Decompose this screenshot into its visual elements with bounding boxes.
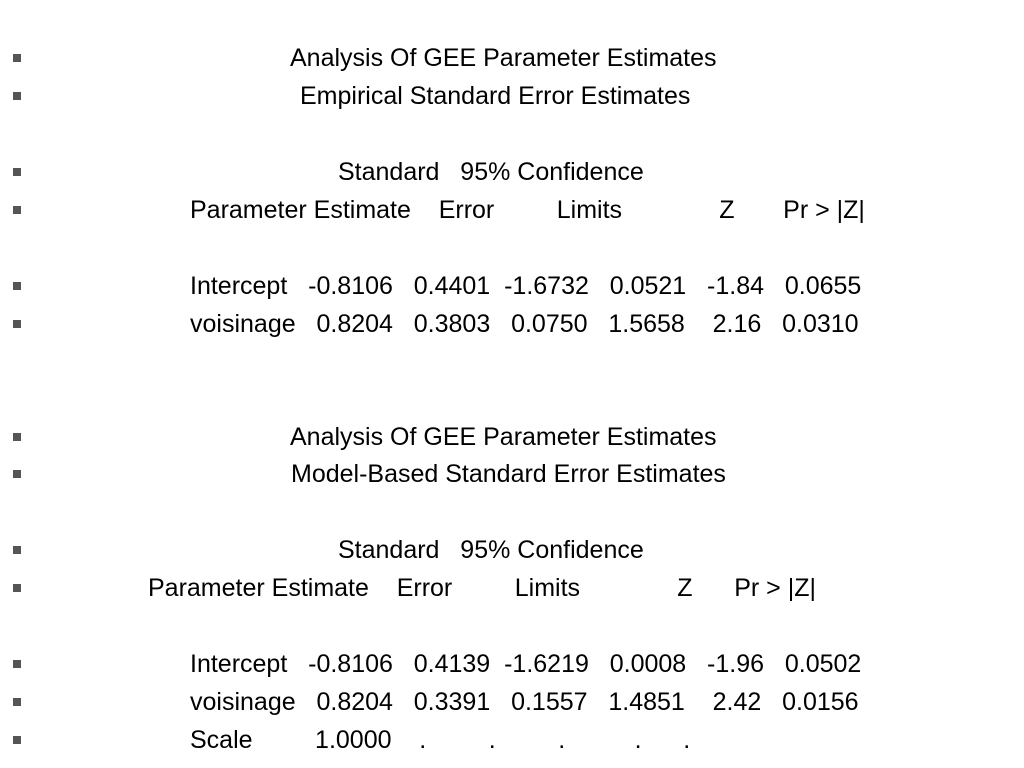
bullet-icon xyxy=(13,698,21,706)
bullet-line xyxy=(0,687,1024,717)
bullet-icon xyxy=(13,282,21,290)
bullet-icon xyxy=(13,168,21,176)
section2-row-voisinage: voisinage 0.8204 0.3391 0.1557 1.4851 2.42 0.0156 xyxy=(190,688,859,716)
section2-title: Analysis Of GEE Parameter Estimates xyxy=(290,423,717,451)
bullet-icon xyxy=(13,546,21,554)
bullet-line xyxy=(0,309,1024,339)
section1-subtitle: Empirical Standard Error Estimates xyxy=(300,82,691,110)
bullet-line xyxy=(0,649,1024,679)
bullet-icon xyxy=(13,736,21,744)
bullet-line xyxy=(0,573,1024,603)
bullet-icon xyxy=(13,92,21,100)
section2-subtitle: Model-Based Standard Error Estimates xyxy=(291,460,726,488)
bullet-line xyxy=(0,459,1024,489)
bullet-line xyxy=(0,81,1024,111)
section1-header-1: Standard 95% Confidence xyxy=(338,158,644,186)
bullet-line xyxy=(0,725,1024,755)
section1-row-voisinage: voisinage 0.8204 0.3803 0.0750 1.5658 2.16 0.0310 xyxy=(190,310,859,338)
bullet-icon xyxy=(13,54,21,62)
bullet-icon xyxy=(13,320,21,328)
section2-header-1: Standard 95% Confidence xyxy=(338,536,644,564)
bullet-line xyxy=(0,157,1024,187)
section1-header-2: Parameter Estimate Error Limits Z Pr > |Z| xyxy=(190,196,865,224)
bullet-line xyxy=(0,43,1024,73)
section1-title: Analysis Of GEE Parameter Estimates xyxy=(290,44,717,72)
bullet-line xyxy=(0,422,1024,452)
bullet-icon xyxy=(13,584,21,592)
bullet-icon xyxy=(13,433,21,441)
section1-row-intercept: Intercept -0.8106 0.4401 -1.6732 0.0521 -1.84 0.0655 xyxy=(190,272,862,300)
bullet-line xyxy=(0,271,1024,301)
bullet-icon xyxy=(13,660,21,668)
bullet-line xyxy=(0,195,1024,225)
bullet-line xyxy=(0,535,1024,565)
section2-header-2: Parameter Estimate Error Limits Z Pr > |Z| xyxy=(148,574,816,602)
bullet-icon xyxy=(13,470,21,478)
section2-row-intercept: Intercept -0.8106 0.4139 -1.6219 0.0008 -1.96 0.0502 xyxy=(190,650,862,678)
section2-row-scale: Scale 1.0000 . . . . . xyxy=(190,726,691,754)
bullet-icon xyxy=(13,206,21,214)
